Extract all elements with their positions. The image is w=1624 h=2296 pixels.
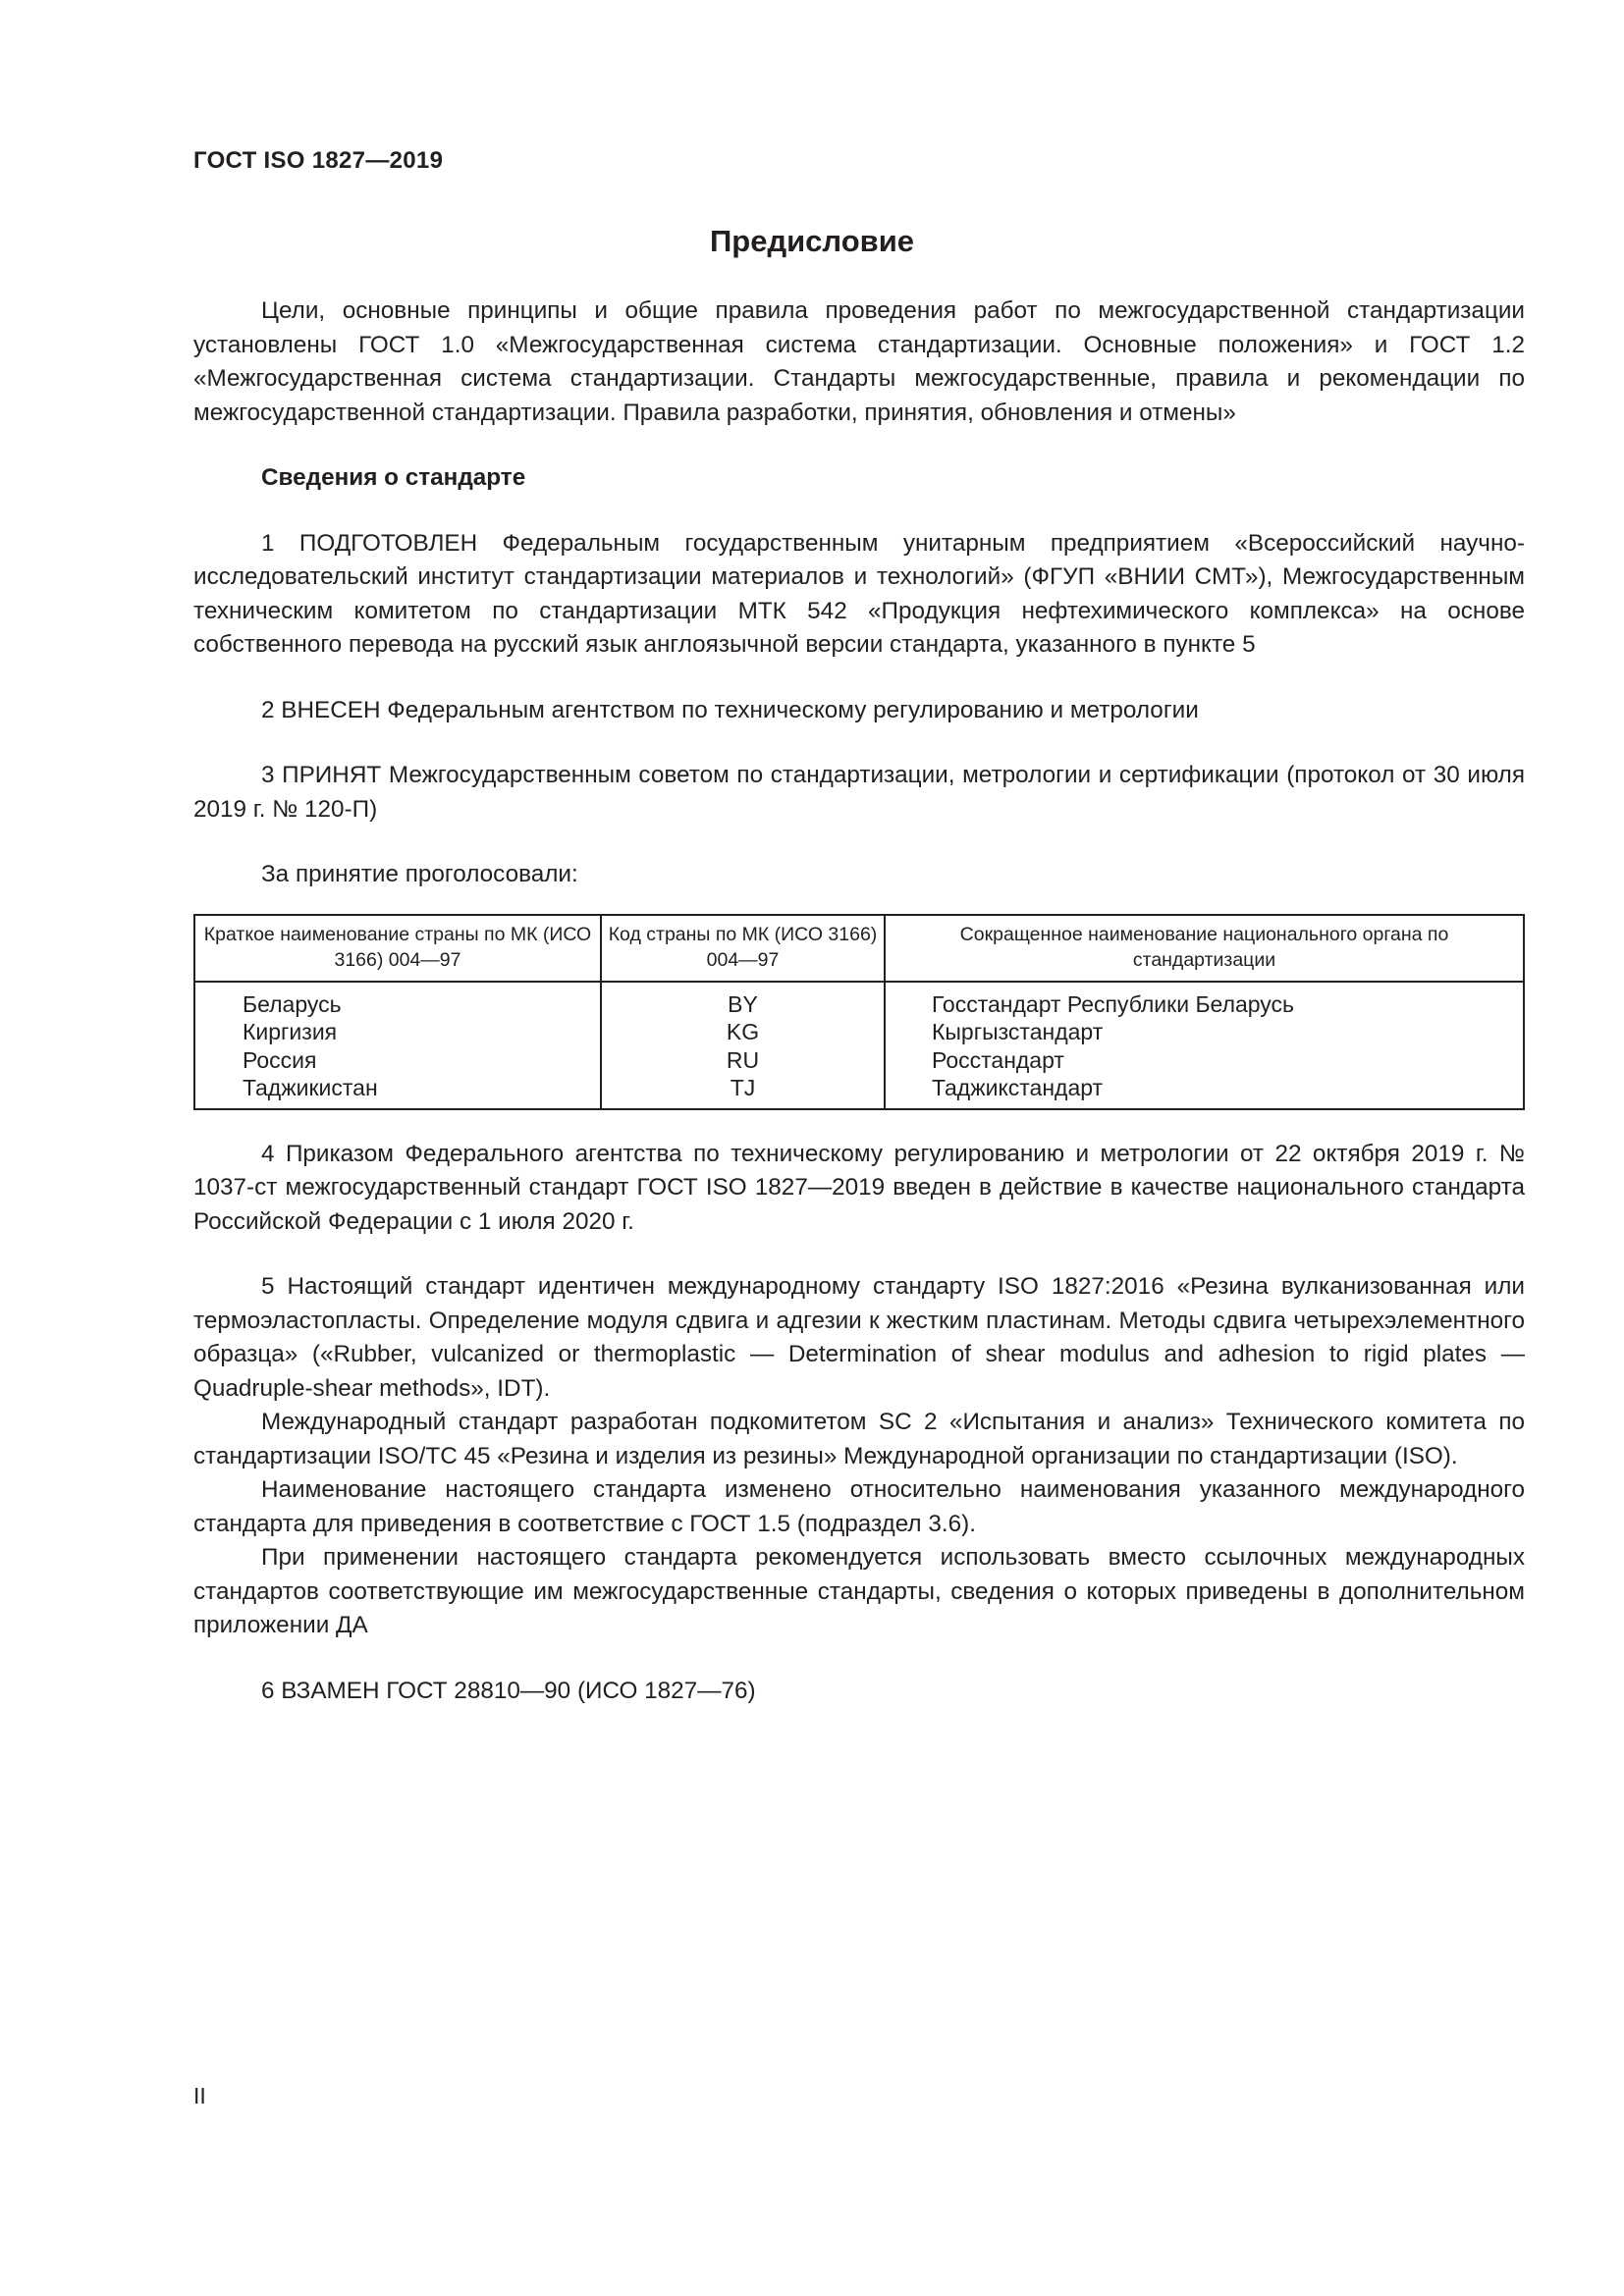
intro-paragraph: Цели, основные принципы и общие правила проведения работ по межгосударственной стандартизации установлены ГОСТ 1.0 «Межгосударственная система стандартизации. Основные положения» и ГОСТ 1.2 «Межгосударственная система стандартизации. Стандарты межгосударственные, правила и рекомендации по межгосударственной стандартизации. Правила разработки, принятия, обновления и отмены» <box>193 297 1525 426</box>
standards-body-name: Кыргызстандарт <box>932 1019 1104 1044</box>
country-name: Таджикистан <box>243 1075 378 1100</box>
item-5-paragraph: 5 Настоящий стандарт идентичен международному стандарту ISO 1827:2016 «Резина вулканизованная или термоэластопласты. Определение модуля сдвига и адгезии к жестким пластинам. Методы сдвига четырехэлементного образца» («Rubber, vulcanized or thermoplastic — Determination of shear modulus and adhesion to rigid plates — Quadruple-shear methods», IDT). <box>193 1273 1525 1402</box>
standards-body-name: Таджикстандарт <box>932 1075 1104 1100</box>
country-code: KG <box>726 1019 760 1044</box>
table-row <box>194 982 1524 1109</box>
voting-table <box>193 914 1525 1110</box>
foreword-body <box>193 294 1525 1708</box>
country-column <box>194 982 601 1109</box>
standards-body-name: Росстандарт <box>932 1046 1064 1073</box>
page-title: Предисловие <box>709 224 914 258</box>
item-6-paragraph: 6 ВЗАМЕН ГОСТ 28810—90 (ИСО 1827—76) <box>261 1677 756 1704</box>
item-4-paragraph: 4 Приказом Федерального агентства по техническому регулированию и метрологии от 22 октября 2019 г. № 1037-ст межгосударственный стандарт ГОСТ ISO 1827—2019 введен в действие в качестве национального стандарта Российской Федерации с 1 июля 2020 г. <box>193 1140 1525 1235</box>
country-code: BY <box>728 990 758 1017</box>
item-3-paragraph: 3 ПРИНЯТ Межгосударственным советом по стандартизации, метрологии и сертификации (протокол от 30 июля 2019 г. № 120-П) <box>193 762 1525 823</box>
item-5-developer-paragraph: Международный стандарт разработан подкомитетом SC 2 «Испытания и анализ» Технического комитета по стандартизации ISO/TC 45 «Резина и изделия из резины» Международной организации по стандартизации (ISO). <box>193 1409 1525 1469</box>
item-2-paragraph: 2 ВНЕСЕН Федеральным агентством по техническому регулированию и метрологии <box>261 696 1199 723</box>
voted-label: За принятие проголосовали: <box>261 861 578 887</box>
table-header-row <box>194 915 1524 982</box>
header-country-code: Код страны по МК (ИСО 3166) 004—97 <box>601 915 885 982</box>
header-standards-body: Сокращенное наименование национального органа по стандартизации <box>885 915 1524 982</box>
item-5-name-change-paragraph: Наименование настоящего стандарта изменено относительно наименования указанного международного стандарта для приведения в соответствие с ГОСТ 1.5 (подраздел 3.6). <box>193 1476 1525 1537</box>
standards-body-name: Госстандарт Республики Беларусь <box>932 990 1295 1017</box>
header-country-name: Краткое наименование страны по МК (ИСО 3166) 004—97 <box>194 915 601 982</box>
standards-body-column <box>885 982 1524 1109</box>
code-column <box>601 982 885 1109</box>
page-number: II <box>193 2083 206 2109</box>
country-name: Россия <box>243 1046 317 1073</box>
item-5-references-paragraph: При применении настоящего стандарта рекомендуется использовать вместо ссылочных международных стандартов соответствующие им межгосударственные стандарты, сведения о которых приведены в дополнительном приложении ДА <box>193 1544 1525 1638</box>
info-heading: Сведения о стандарте <box>261 464 526 491</box>
country-name: Киргизия <box>243 1019 338 1044</box>
country-code: RU <box>726 1046 760 1073</box>
document-code: ГОСТ ISO 1827—2019 <box>193 147 444 174</box>
item-1-paragraph: 1 ПОДГОТОВЛЕН Федеральным государственным унитарным предприятием «Всероссийский научно-исследовательский институт стандартизации материалов и технологий» (ФГУП «ВНИИ СМТ»), Межгосударственным техническим комитетом по стандартизации МТК 542 «Продукция нефтехимического комплекса» на основе собственного перевода на русский язык англоязычной версии стандарта, указанного в пункте 5 <box>193 529 1525 658</box>
country-code: TJ <box>730 1075 756 1100</box>
country-name: Беларусь <box>243 990 342 1017</box>
